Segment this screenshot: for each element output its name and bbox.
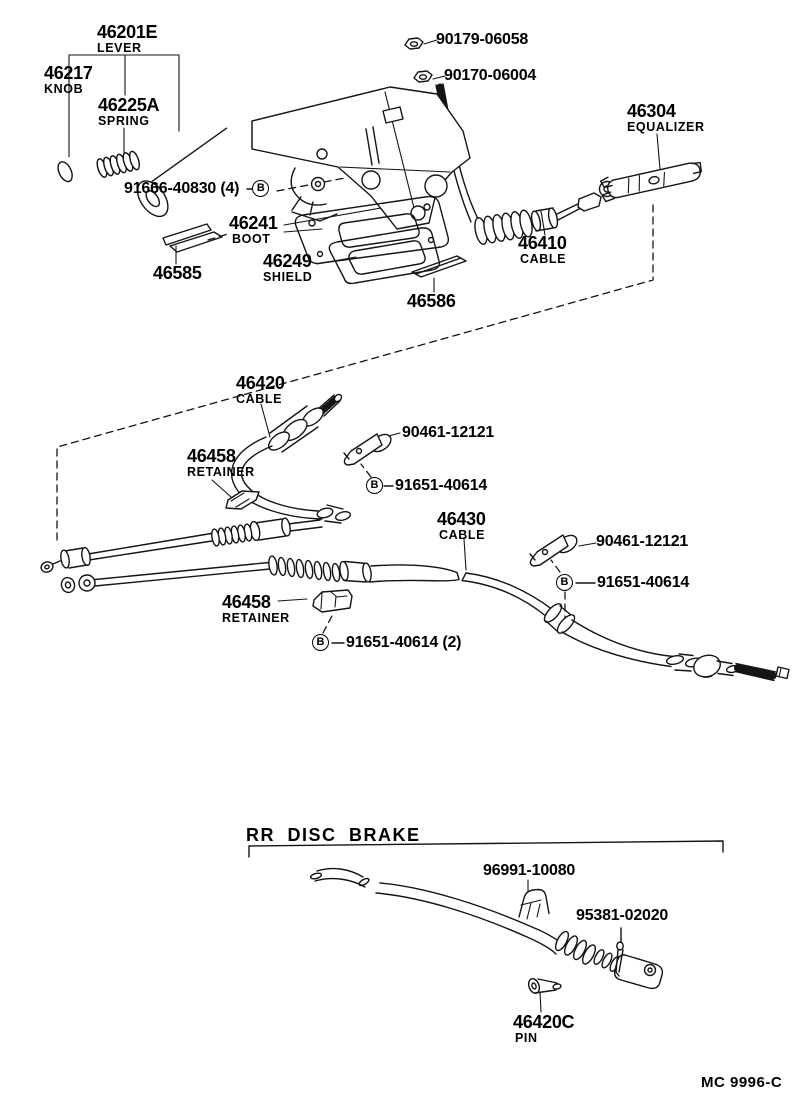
part-name: RETAINER [187, 465, 255, 480]
part-name: CABLE [520, 252, 567, 267]
part-name: LEVER [97, 41, 142, 56]
rear-brake-cable-drawing [310, 869, 662, 989]
part-number: 46420 [236, 373, 285, 393]
part-number: 95381-02020 [576, 907, 669, 924]
part-number: 46420C [513, 1012, 575, 1032]
part-label-90461-12121-1 [402, 424, 494, 441]
section-title: RR DISC BRAKE [246, 825, 421, 845]
part-label-91651-40614-3 [312, 634, 461, 651]
doc-code-text: MC 9996-C [701, 1074, 783, 1091]
part-name: KNOB [44, 82, 84, 97]
part-label-46420C [513, 1013, 574, 1046]
part-label-46430 [437, 510, 486, 543]
part-label-46241 [229, 214, 278, 247]
part-number: 46410 [518, 233, 567, 253]
retainer-2-drawing [313, 590, 352, 612]
part-number: 90461-12121 [596, 533, 689, 550]
lever-drawing [252, 87, 470, 229]
circled-b-marker: B [312, 634, 329, 651]
part-label-90461-12121-2 [596, 533, 688, 550]
part-number: 90170-06004 [444, 67, 537, 84]
shield-plate-drawing [329, 228, 439, 284]
part-number: 46225A [98, 95, 160, 115]
part-number: 46249 [263, 251, 312, 271]
clamp-1-drawing [344, 431, 394, 465]
knob-drawing [55, 150, 94, 184]
part-label-46458-2 [222, 593, 290, 626]
part-label-96991-10080 [483, 862, 575, 879]
part-label-46458-1 [187, 447, 255, 480]
part-label-91651-40614-2 [556, 574, 689, 591]
part-label-46586 [407, 292, 456, 311]
part-number: 91651-40614 [395, 477, 488, 494]
part-number: 46217 [44, 63, 93, 83]
part-label-91651-40614-1 [366, 477, 487, 494]
cable-46420-drawing [40, 393, 352, 574]
part-name: RETAINER [222, 611, 290, 626]
part-label-46225A [98, 96, 159, 129]
part-label-46201E [97, 23, 157, 56]
part-number: 46241 [229, 213, 278, 233]
part-label-46410 [518, 234, 567, 267]
circled-b-marker: B [366, 477, 383, 494]
circled-b-marker: B [252, 180, 269, 197]
spring-drawing [95, 150, 141, 178]
clip-96991-drawing [519, 890, 549, 920]
part-name: SPRING [98, 114, 150, 129]
nut-90179-drawing [405, 38, 423, 49]
part-number: 91666-40830 (4) [124, 180, 240, 197]
clamp-2-drawing [530, 532, 580, 566]
part-number: 46585 [153, 263, 202, 283]
part-name: BOOT [232, 232, 271, 247]
part-name: EQUALIZER [627, 120, 705, 135]
part-label-90170-06004 [444, 67, 536, 84]
part-number: 46430 [437, 509, 486, 529]
part-number: 90179-06058 [436, 31, 529, 48]
doc-code [701, 1075, 782, 1091]
circled-b-marker: B [556, 574, 573, 591]
part-label-91666-40830 [124, 180, 269, 197]
part-label-95381-02020 [576, 907, 668, 924]
part-name: PIN [515, 1031, 538, 1046]
retainer-1-drawing [226, 491, 259, 509]
part-label-46420 [236, 374, 285, 407]
part-number: 90461-12121 [402, 424, 495, 441]
part-label-46249 [263, 252, 312, 285]
part-label-90179-06058 [436, 31, 528, 48]
part-number: 46586 [407, 291, 456, 311]
pin-46420c-drawing [527, 977, 562, 995]
part-label-46217 [44, 64, 93, 97]
grip-drawing [128, 116, 258, 225]
equalizer-drawing [598, 155, 704, 203]
part-label-46304 [627, 102, 705, 135]
part-number: 46304 [627, 101, 676, 121]
part-label-46585 [153, 264, 202, 283]
nut-90170-drawing [414, 71, 432, 82]
part-number: 46458 [187, 446, 236, 466]
part-number: 91651-40614 (2) [346, 634, 462, 651]
part-name: SHIELD [263, 270, 313, 285]
part-name: CABLE [236, 392, 283, 407]
part-number: 96991-10080 [483, 862, 576, 879]
part-number: 91651-40614 [597, 574, 690, 591]
part-name: CABLE [439, 528, 486, 543]
section-header-rr-disc-brake [246, 826, 421, 845]
part-number: 46458 [222, 592, 271, 612]
part-number: 46201E [97, 22, 158, 42]
